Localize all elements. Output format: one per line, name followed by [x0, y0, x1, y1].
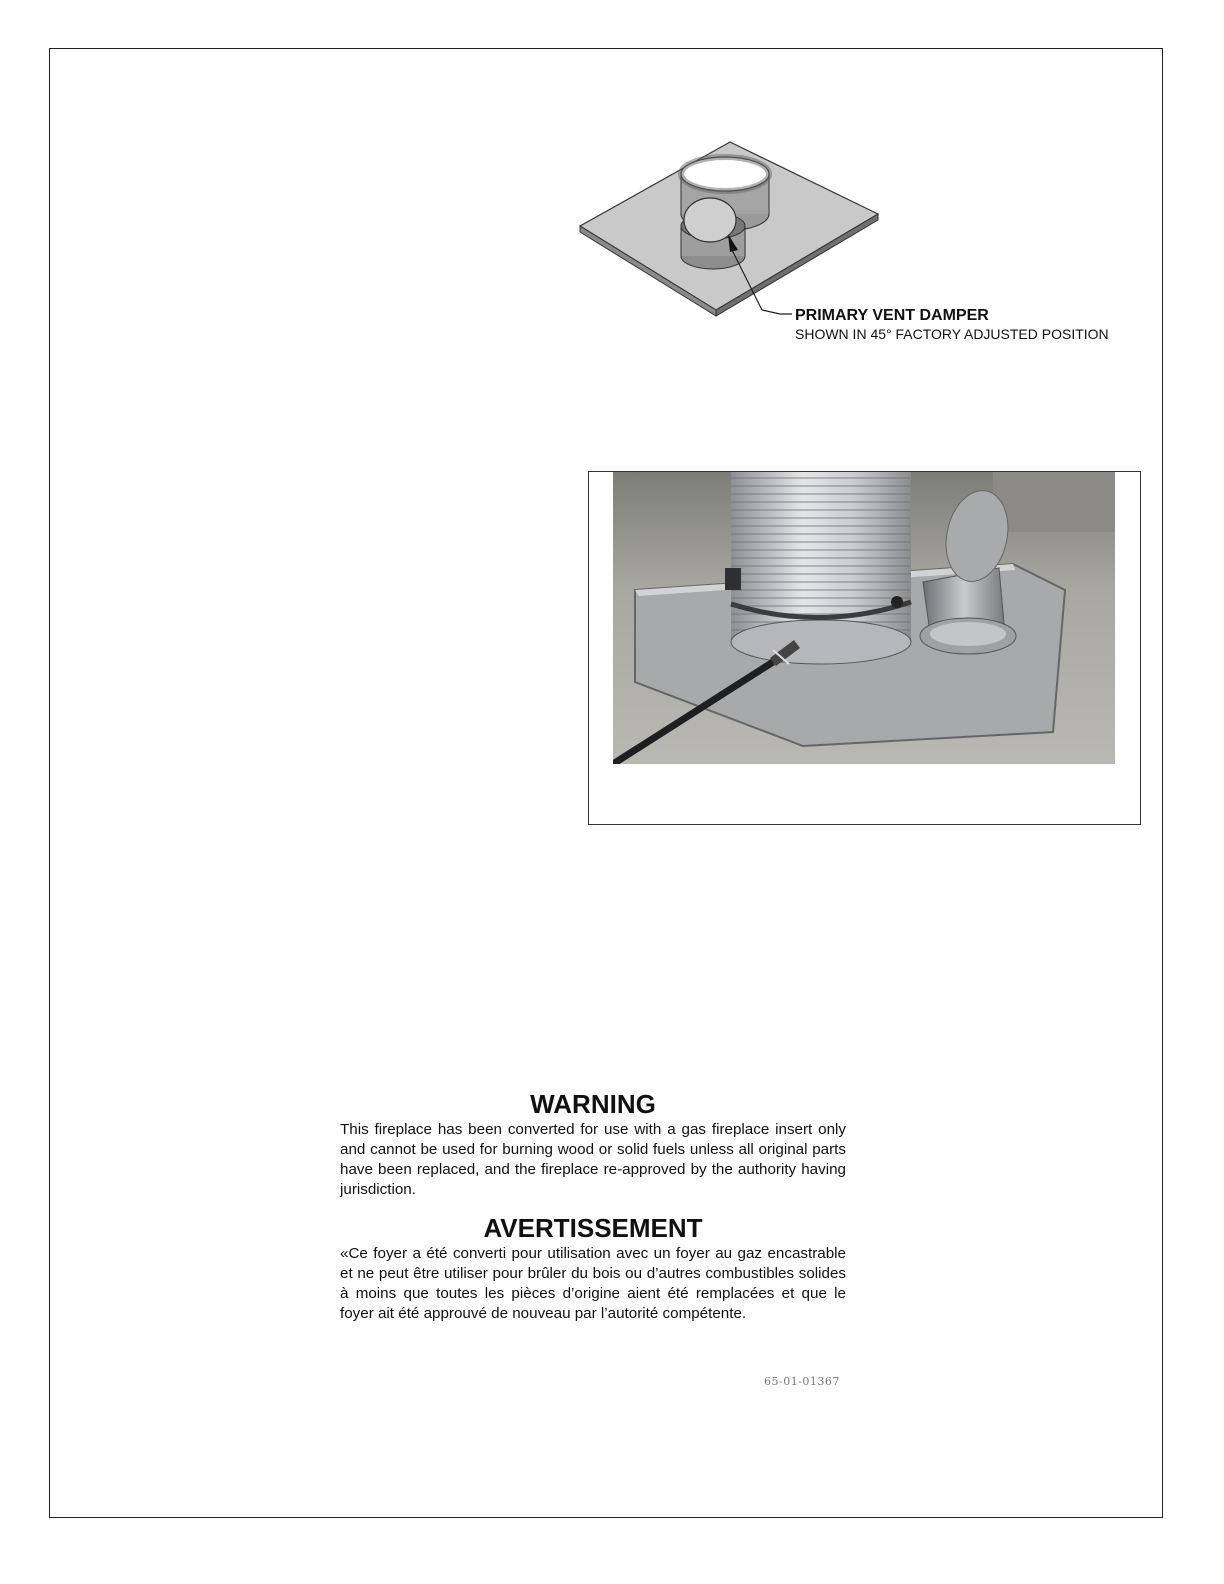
damper-label-subtitle: SHOWN IN 45° FACTORY ADJUSTED POSITION: [795, 326, 1109, 342]
warning-block: [340, 1088, 846, 1324]
warning-title: WARNING: [530, 1089, 656, 1119]
damper-label-title: PRIMARY VENT DAMPER: [795, 307, 989, 324]
avertissement-text: «Ce foyer a été converti pour utilisation avec un foyer au gaz encastrable et ne peut être utiliser pour brûler du bois ou d’autres combustibles solides à moins que toutes les pièces d’origine aient été remplacées et que le foyer ait été approuvé de nouveau par l’autorité compétente.: [340, 1245, 846, 1322]
installation-photo: [613, 472, 1115, 764]
photo-frame: [588, 471, 1141, 825]
warning-text: This fireplace has been converted for use with a gas fireplace insert only and cannot be used for burning wood or solid fuels unless all original parts have been replaced, and the fireplace re-approved by the authority having jurisdiction.: [340, 1121, 846, 1198]
avertissement-title: AVERTISSEMENT: [483, 1213, 703, 1243]
document-number: 65-01-01367: [764, 1375, 840, 1388]
